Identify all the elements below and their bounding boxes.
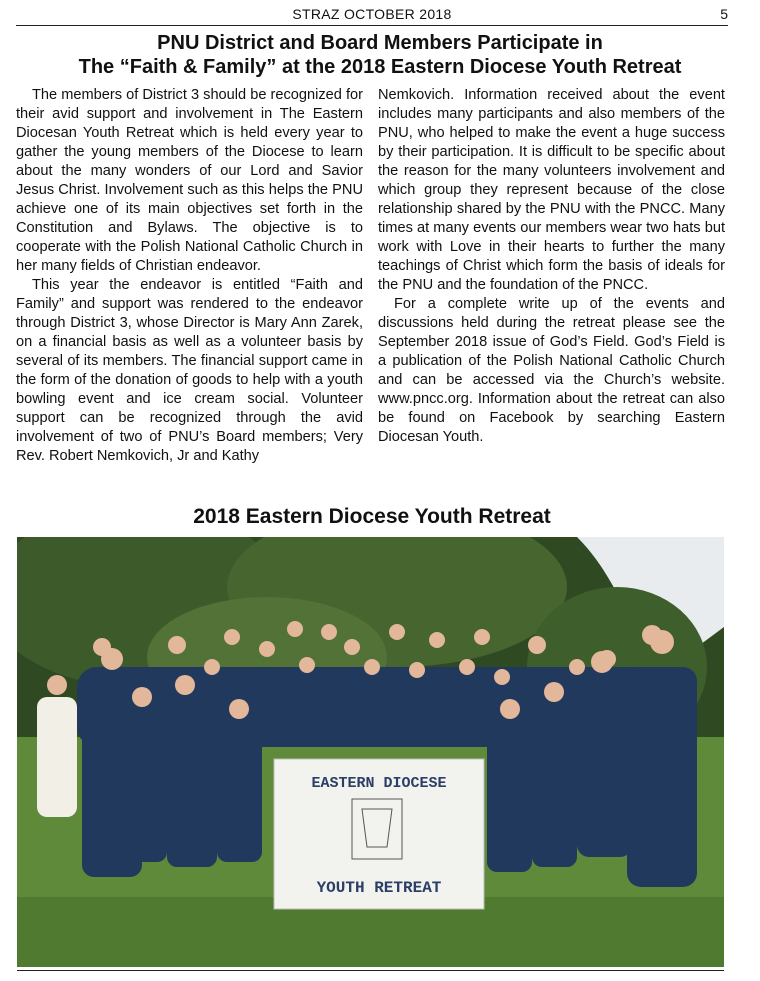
- header-rule: [16, 25, 728, 26]
- article-paragraph: For a complete write up of the events and discussions held during the retreat please see the September 2018 issue of God’s Field. God’s Field is a publication of the Polish National Catholic Church and can be accessed via the Church’s website. www.pncc.org. Information about the retreat can also be found on Facebook by searching Eastern Diocesan Youth.: [378, 296, 725, 445]
- article-column-left: [16, 86, 363, 466]
- photo-bottom-rule: [17, 970, 724, 971]
- article-paragraph: The members of District 3 should be recognized for their avid support and involvement in The Eastern Diocesan Youth Retreat which is held every year to gather the young members of the Diocese to learn about the many wonders of our Lord and Savior Jesus Christ. Involvement such as this helps the PNU achieve one of its main objectives set forth in the Constitution and Bylaws. The objective is to cooperate with the Polish National Catholic Church in her many fields of Christian endeavor.: [16, 87, 363, 274]
- masthead: STRAZ OCTOBER 2018: [292, 6, 452, 22]
- photo-title: 2018 Eastern Diocese Youth Retreat: [193, 505, 551, 528]
- banner-text-top: EASTERN DIOCESE: [311, 775, 447, 792]
- headline-line-1: PNU District and Board Members Participate in: [157, 32, 603, 54]
- group-photo: [17, 537, 724, 967]
- retreat-banner: [274, 759, 484, 909]
- article-paragraph: This year the endeavor is entitled “Faith and Family” and support was rendered to the endeavor through District 3, whose Director is Mary Ann Zarek, on a financial basis as well as a volunteer basis by several of its members. The financial support came in the form of the donation of goods to help with a youth bowling event and ice cream social. Volunteer support can be recognized through the avid involvement of two of PNU’s Board members; Very Rev. Robert Nemkovich, Jr and Kathy: [16, 277, 363, 464]
- headline-line-2: The “Faith & Family” at the 2018 Eastern Diocese Youth Retreat: [78, 56, 682, 78]
- group-photo-illustration: [17, 537, 724, 967]
- banner-text-bottom: YOUTH RETREAT: [316, 879, 442, 897]
- article-column-right: [378, 86, 725, 447]
- page-number: 5: [720, 6, 728, 22]
- page-header: [16, 4, 728, 26]
- article-paragraph: Nemkovich. Information received about the event includes many participants and also members of the PNU, who helped to make the event a huge success by their participation. It is difficult to be specific about the reason for the many volunteers involvement and which group they represent because of the close relationship shared by the PNU with the PNCC. Many times at many events our members wear two hats but work with Love in their hearts to further the many teachings of Christ which form the basis of ideals for the PNU and the foundation of the PNCC.: [378, 87, 725, 293]
